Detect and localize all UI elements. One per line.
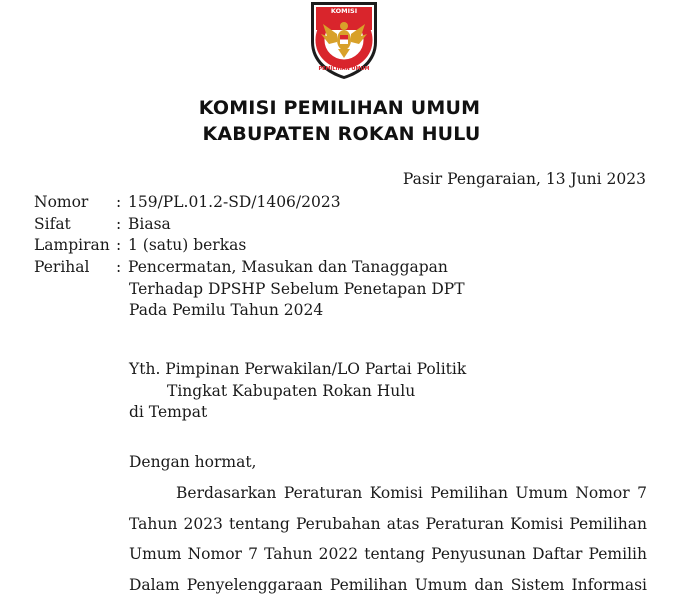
logo-bottom-text: PEMILIHAN UMUM [318,66,369,72]
meta-value-perihal-line1: Pencermatan, Masukan dan Tanaggapan [128,258,448,276]
meta-label-perihal: Perihal [34,258,116,276]
meta-row-lampiran [34,236,246,254]
meta-label-nomor: Nomor [34,193,116,211]
meta-label-sifat: Sifat [34,215,116,233]
body-line: Dalam Penyelenggaraan Pemilihan Umum dan Sistem Informasi [129,570,647,600]
letter-date: Pasir Pengaraian, 13 Juni 2023 [403,170,646,188]
org-title: KOMISI PEMILIHAN UMUM [2,97,675,119]
meta-value-sifat: Biasa [128,215,171,233]
meta-colon: : [116,236,128,254]
recipient-line3: di Tempat [129,403,207,421]
meta-row-sifat [34,215,171,233]
body-line: Umum Nomor 7 Tahun 2022 tentang Penyusunan Daftar Pemilih [129,539,647,570]
meta-colon: : [116,215,128,233]
org-subtitle: KABUPATEN ROKAN HULU [4,123,675,145]
body-line: Tahun 2023 tentang Perubahan atas Peraturan Komisi Pemilihan [129,509,647,540]
meta-label-lampiran: Lampiran [34,236,116,254]
meta-value-perihal-line3: Pada Pemilu Tahun 2024 [129,301,323,319]
greeting: Dengan hormat, [129,453,256,471]
recipient-line2: Tingkat Kabupaten Rokan Hulu [167,382,415,400]
meta-value-perihal-line2: Terhadap DPSHP Sebelum Penetapan DPT [129,280,465,298]
kpu-logo [307,0,381,80]
kpu-emblem-icon [307,0,381,80]
meta-value-lampiran: 1 (satu) berkas [128,236,246,254]
meta-value-nomor: 159/PL.01.2-SD/1406/2023 [128,193,341,211]
body-line: Berdasarkan Peraturan Komisi Pemilihan Umum Nomor 7 [129,478,647,509]
recipient-line1: Yth. Pimpinan Perwakilan/LO Partai Politik [129,360,466,378]
meta-row-perihal [34,258,448,276]
meta-colon: : [116,193,128,211]
logo-top-text: KOMISI [331,7,357,15]
meta-colon: : [116,258,128,276]
meta-row-nomor [34,193,341,211]
body-paragraph [129,478,647,600]
